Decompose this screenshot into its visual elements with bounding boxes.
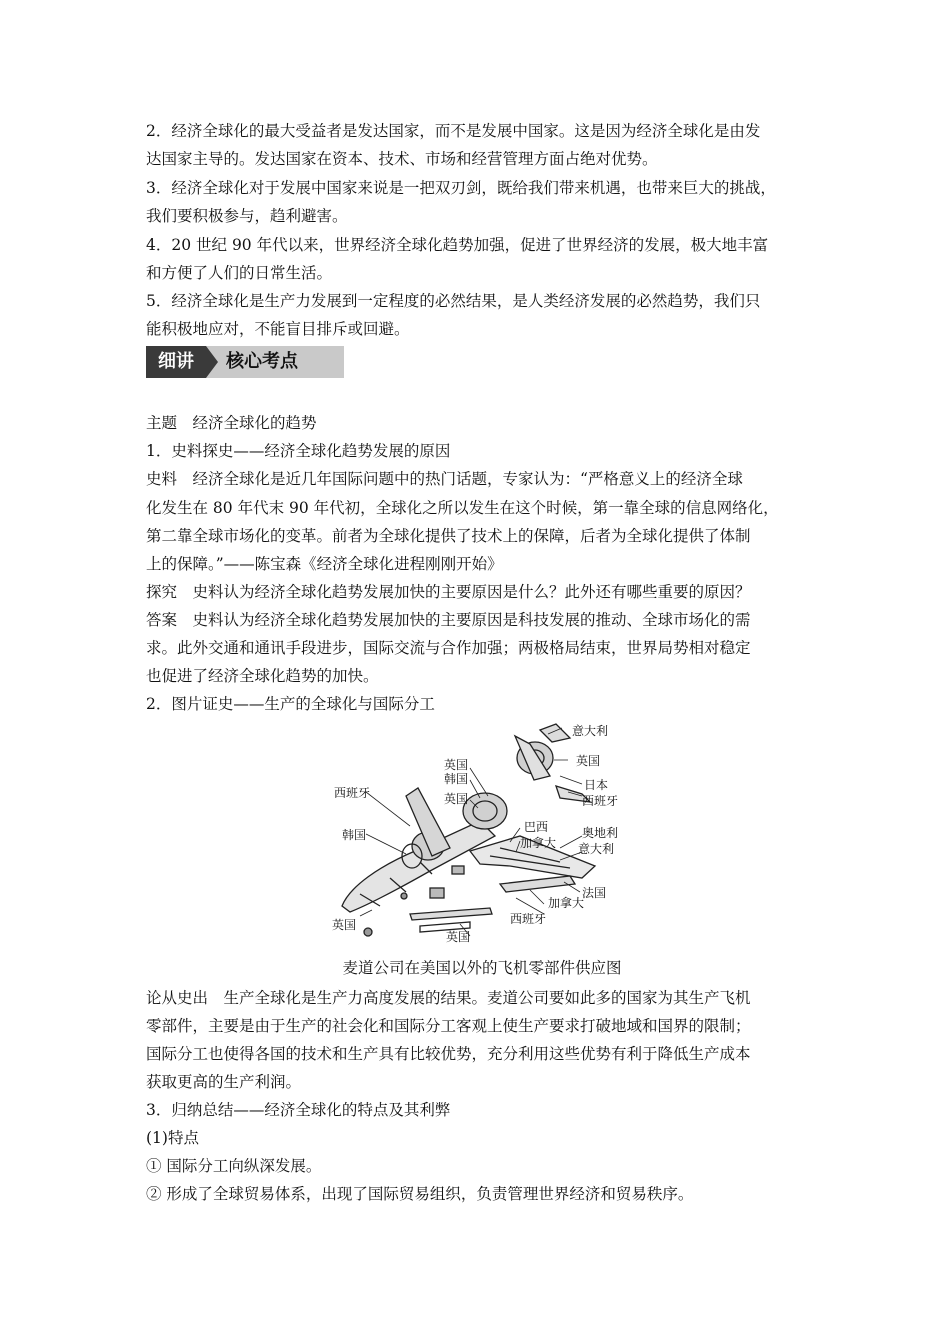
section-banner (146, 346, 344, 378)
figure-label: 意大利 (572, 724, 609, 738)
list-item: ② 形成了全球贸易体系，出现了国际贸易组织，负责管理世界经济和贸易秩序。 (146, 1185, 694, 1203)
figure-label: 西班牙 (334, 786, 371, 800)
figure-label: 加拿大 (548, 896, 585, 910)
text-line: 上的保障。”——陈宝森《经济全球化进程刚刚开始》 (146, 555, 503, 573)
answer-line: 答案 史料认为经济全球化趋势发展加快的主要原因是科技发展的推动、全球市场化的需 (146, 611, 751, 629)
figure-label: 西班牙 (582, 794, 619, 808)
figure-label: 西班牙 (510, 912, 547, 926)
text-line: 达国家主导的。发达国家在资本、技术、市场和经营管理方面占绝对优势。 (146, 150, 658, 168)
text-line: 3．经济全球化对于发展中国家来说是一把双刃剑，既给我们带来机遇，也带来巨大的挑战， (146, 179, 776, 197)
figure-label: 巴西 (524, 820, 549, 834)
figure-caption: 麦道公司在美国以外的飞机零部件供应图 (342, 959, 622, 977)
text-line: 我们要积极参与，趋利避害。 (146, 207, 348, 225)
figure-label: 加拿大 (520, 836, 557, 850)
banner-title: 核心考点 (226, 351, 298, 372)
text-line: 4．20 世纪 90 年代以来，世界经济全球化趋势加强，促进了世界经济的发展，极大地丰富 (146, 236, 769, 254)
airplane-parts-figure (320, 716, 620, 948)
text-line: 2．经济全球化的最大受益者是发达国家，而不是发展中国家。这是因为经济全球化是由发 (146, 122, 761, 140)
figure-label: 英国 (444, 758, 469, 772)
text-line: 零部件，主要是由于生产的社会化和国际分工客观上使生产要求打破地域和国界的限制； (146, 1017, 751, 1035)
list-item: ① 国际分工向纵深发展。 (146, 1157, 322, 1175)
text-line: 5．经济全球化是生产力发展到一定程度的必然结果，是人类经济发展的必然趋势，我们只 (146, 292, 761, 310)
text-line: 论从史出 生产全球化是生产力高度发展的结果。麦道公司要如此多的国家为其生产飞机 (146, 989, 751, 1007)
question-line: 探究 史料认为经济全球化趋势发展加快的主要原因是什么？此外还有哪些重要的原因？ (146, 583, 751, 601)
banner-tag: 细讲 (146, 346, 206, 378)
topic-title: 主题 经济全球化的趋势 (146, 414, 317, 432)
text-line: 能积极地应对，不能盲目排斥或回避。 (146, 320, 410, 338)
text-line: 获取更高的生产利润。 (146, 1073, 302, 1091)
figure-label: 韩国 (444, 772, 469, 786)
figure-label: 日本 (584, 778, 609, 792)
figure-label: 英国 (332, 918, 357, 932)
figure-label: 韩国 (342, 828, 367, 842)
section-heading: 2．图片证史——生产的全球化与国际分工 (146, 695, 435, 713)
text-line: 史料 经济全球化是近几年国际问题中的热门话题，专家认为：“严格意义上的经济全球 (146, 470, 743, 488)
text-line: 国际分工也使得各国的技术和生产具有比较优势，充分利用这些优势有利于降低生产成本 (146, 1045, 751, 1063)
figure-label: 意大利 (578, 842, 615, 856)
figure-label: 英国 (576, 754, 601, 768)
figure-label: 英国 (446, 930, 471, 944)
figure-label: 英国 (444, 792, 469, 806)
banner-arrow (206, 346, 218, 378)
sub-heading: (1)特点 (146, 1129, 199, 1147)
section-heading: 3．归纳总结——经济全球化的特点及其利弊 (146, 1101, 451, 1119)
answer-line: 求。此外交通和通讯手段进步，国际交流与合作加强；两极格局结束，世界局势相对稳定 (146, 639, 751, 657)
figure-label: 奥地利 (582, 826, 619, 840)
text-line: 第二靠全球市场化的变革。前者为全球化提供了技术上的保障，后者为全球化提供了体制 (146, 527, 751, 545)
answer-line: 也促进了经济全球化趋势的加快。 (146, 667, 379, 685)
section-heading: 1．史料探史——经济全球化趋势发展的原因 (146, 442, 451, 460)
text-line: 化发生在 80 年代末 90 年代初，全球化之所以发生在这个时候，第一靠全球的信息网络化， (146, 499, 779, 517)
figure-label: 法国 (582, 886, 607, 900)
text-line: 和方便了人们的日常生活。 (146, 264, 333, 282)
